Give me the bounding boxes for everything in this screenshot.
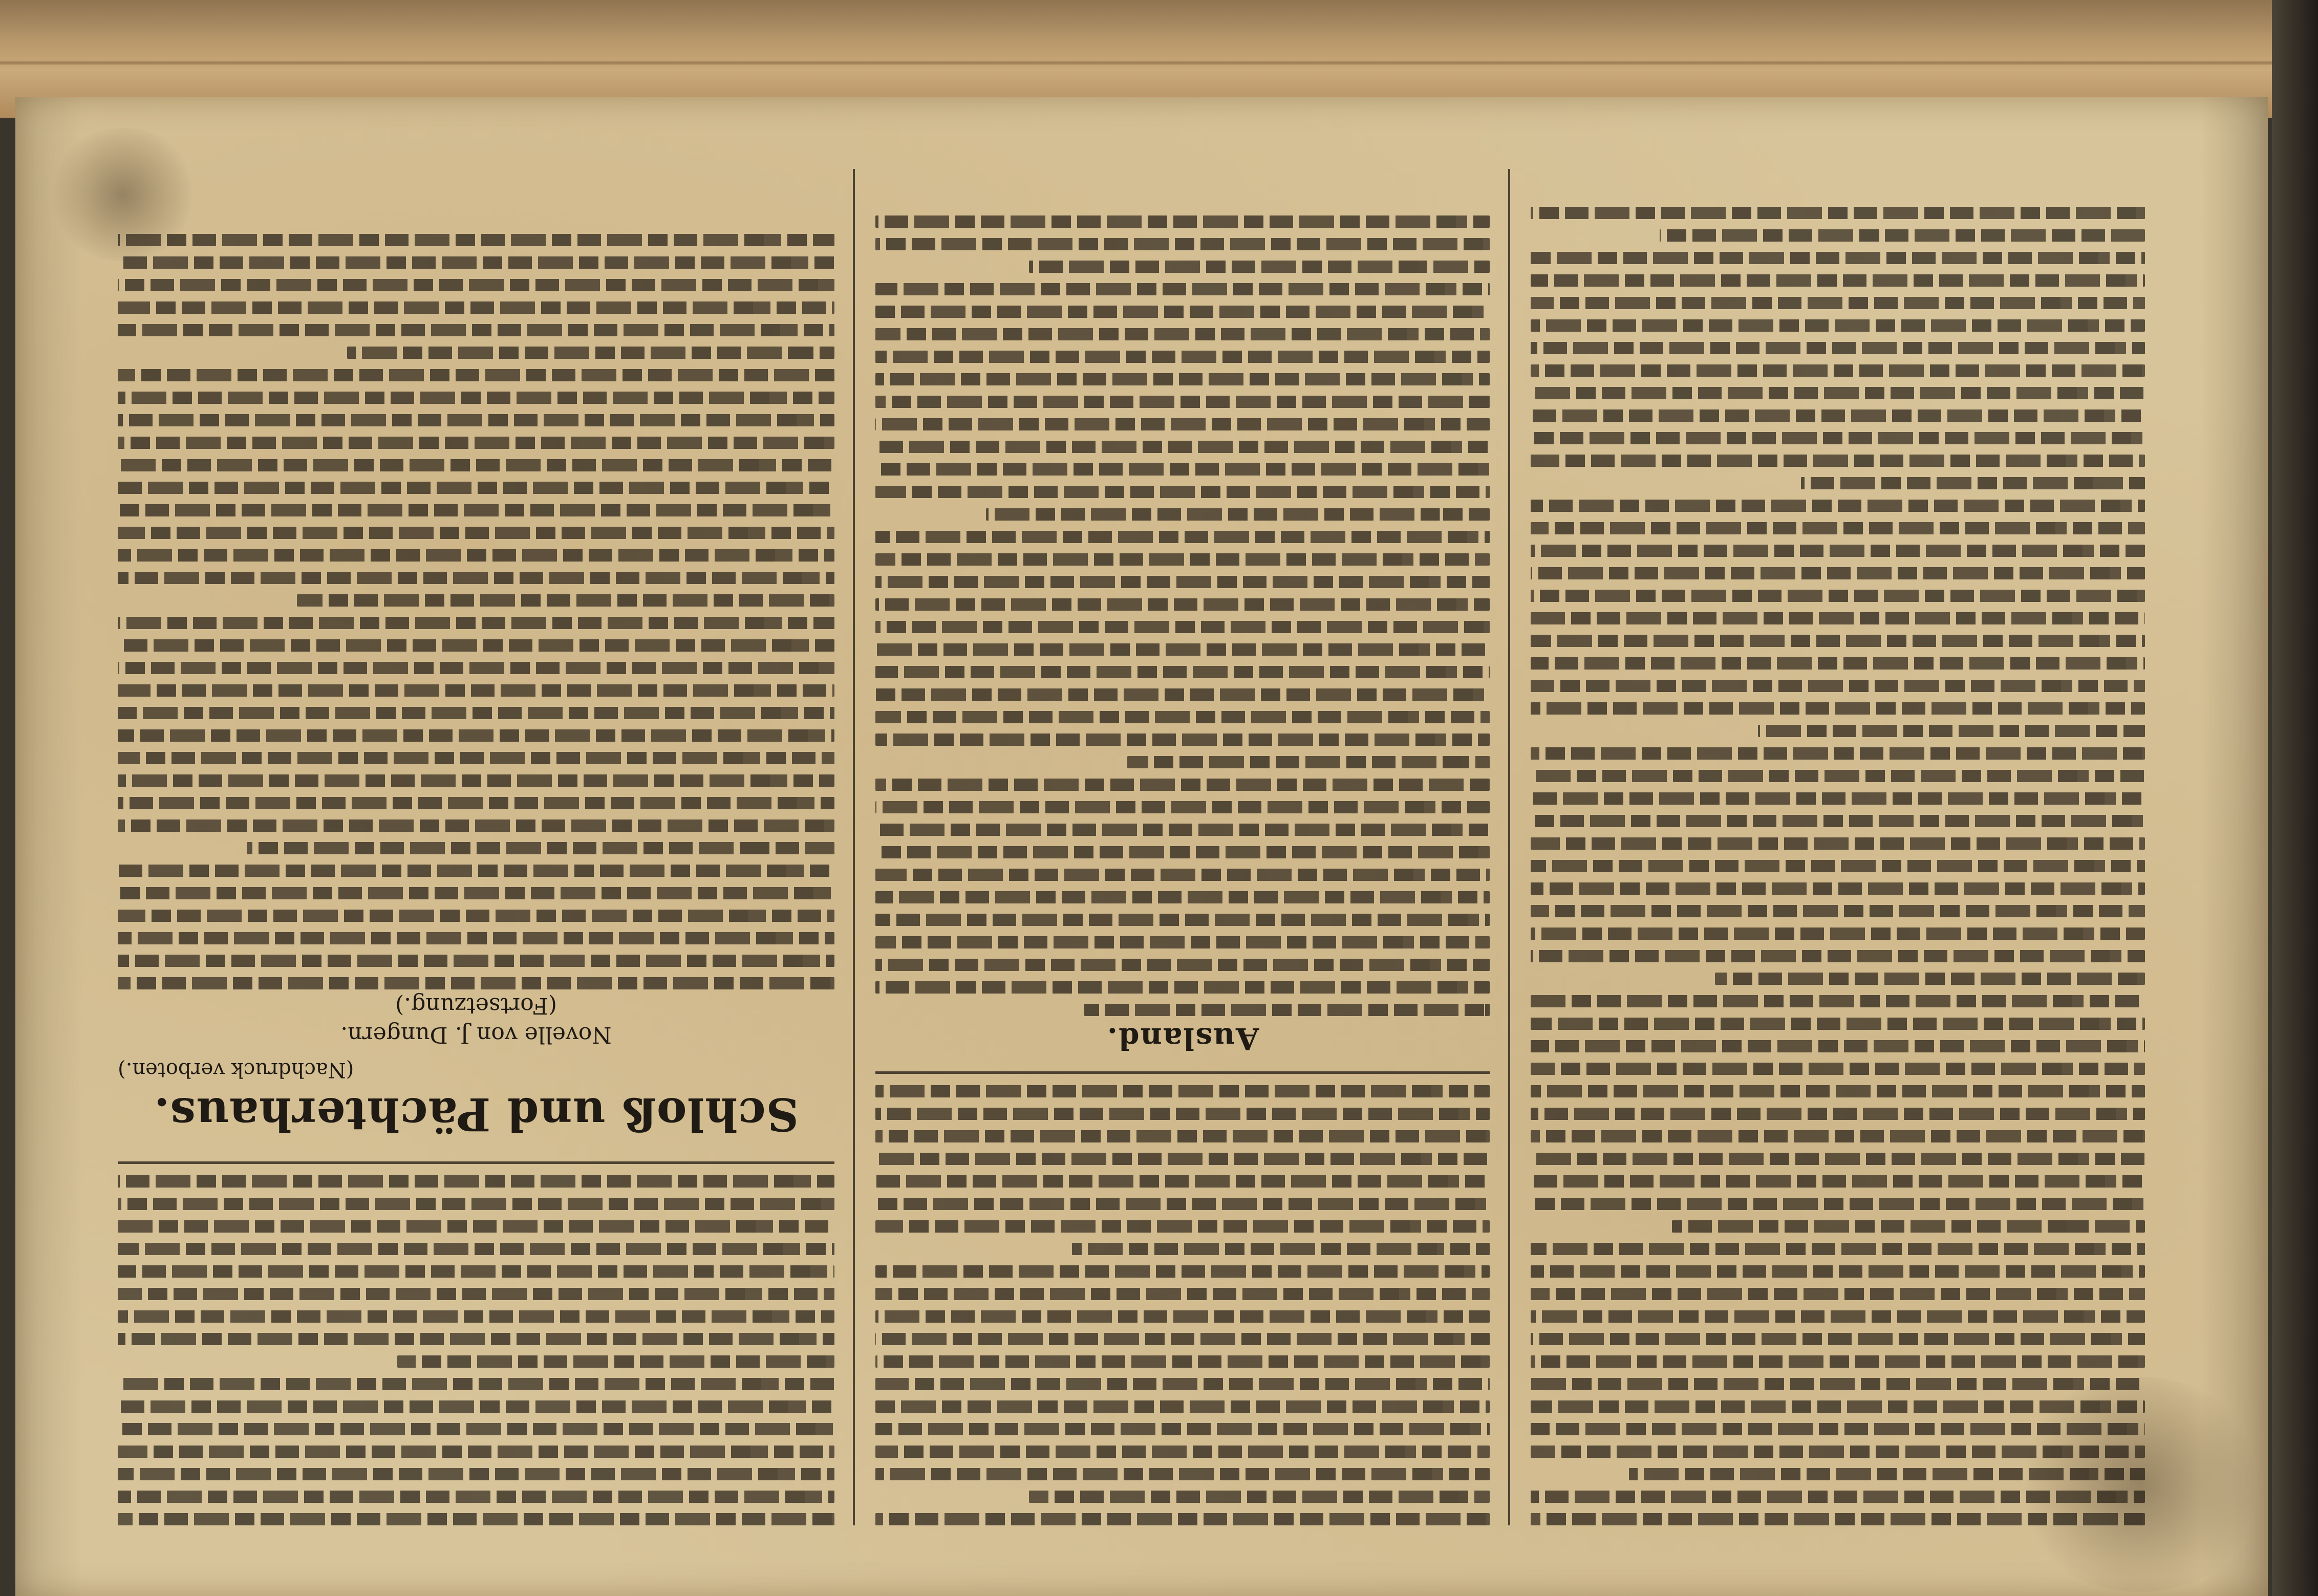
illegible-text-line: [118, 887, 834, 899]
section-heading-ausland: Ausland.: [1106, 1021, 1259, 1056]
illegible-text-line: [118, 1265, 834, 1278]
illegible-text-line: [1531, 815, 2145, 827]
illegible-text-line: [875, 914, 1490, 926]
illegible-text-line: [118, 1423, 834, 1435]
illegible-text-line: [118, 279, 834, 291]
illegible-text-line: [118, 955, 834, 967]
section-rule: [118, 1161, 834, 1164]
illegible-text-line: [1531, 1243, 2145, 1255]
illegible-text-line: [1531, 1400, 2145, 1413]
illegible-text-line: [1029, 261, 1490, 273]
illegible-text-line: [118, 707, 834, 719]
illegible-text-line: [1531, 1018, 2145, 1030]
illegible-text-line: [118, 729, 834, 742]
illegible-text-line: [1801, 477, 2145, 489]
illegible-text-line: [875, 1108, 1490, 1120]
illegible-text-line: [1531, 252, 2145, 264]
illegible-text-line: [1531, 928, 2145, 940]
illegible-text-line: [875, 621, 1490, 633]
illegible-text-line: [875, 1175, 1490, 1188]
illegible-text-line: [875, 824, 1490, 836]
illegible-text-line: [1531, 1085, 2145, 1097]
illegible-text-line: [1531, 432, 2145, 444]
illegible-text-line: [875, 1085, 1490, 1097]
illegible-text-line: [118, 797, 834, 809]
illegible-text-line: [875, 1265, 1490, 1278]
illegible-text-line: [118, 1446, 834, 1458]
illegible-text-line: [1072, 1243, 1490, 1255]
illegible-text-line: [1660, 229, 2145, 242]
illegible-text-line: [1531, 455, 2145, 467]
illegible-text-line: [875, 643, 1490, 656]
illegible-text-line: [1531, 545, 2145, 557]
illegible-text-line: [1629, 1468, 2145, 1480]
illegible-text-line: [118, 482, 834, 494]
printed-content-upside-down: [118, 169, 2145, 1525]
illegible-text-line: [875, 801, 1490, 813]
section-rule: [875, 1071, 1490, 1074]
illegible-text-line: [1531, 995, 2145, 1007]
illegible-text-line: [1531, 657, 2145, 670]
illegible-text-line: [875, 1423, 1490, 1435]
illegible-text-line: [875, 1468, 1490, 1480]
book-spine: [2272, 0, 2318, 1596]
illegible-text-line: [875, 1153, 1490, 1165]
illegible-text-line: [1531, 500, 2145, 512]
illegible-text-line: [118, 1468, 834, 1480]
illegible-text-line: [1531, 274, 2145, 287]
illegible-text-line: [875, 1355, 1490, 1368]
illegible-text-line: [875, 553, 1490, 566]
illegible-text-line: [875, 1288, 1490, 1300]
illegible-text-line: [118, 369, 834, 381]
illegible-text-line: [1531, 1333, 2145, 1345]
illegible-text-line: [1084, 1004, 1490, 1016]
illegible-text-line: [118, 774, 834, 787]
illegible-text-line: [875, 1446, 1490, 1458]
illegible-text-line: [875, 1513, 1490, 1525]
illegible-text-line: [1531, 747, 2145, 760]
illegible-text-line: [118, 1378, 834, 1390]
illegible-text-line: [118, 910, 834, 922]
illegible-text-line: [875, 846, 1490, 858]
illegible-text-line: [875, 486, 1490, 498]
illegible-text-line: [1531, 522, 2145, 534]
illegible-text-line: [1531, 319, 2145, 332]
illegible-text-line: [875, 936, 1490, 948]
illegible-text-line: [118, 437, 834, 449]
illegible-text-line: [875, 959, 1490, 971]
illegible-text-line: [875, 418, 1490, 430]
illegible-text-line: [875, 1130, 1490, 1142]
text-column-1: [1531, 169, 2145, 1525]
illegible-text-line: [1715, 973, 2145, 985]
text-column-2: [875, 169, 1490, 1525]
illegible-text-line: [118, 572, 834, 584]
illegible-text-line: [875, 328, 1490, 340]
illegible-text-line: [875, 373, 1490, 385]
illegible-text-line: [1531, 770, 2145, 782]
illegible-text-line: [118, 234, 834, 246]
illegible-text-line: [1531, 1446, 2145, 1458]
illegible-text-line: [347, 347, 834, 359]
illegible-text-line: [118, 1288, 834, 1300]
illegible-text-line: [1531, 635, 2145, 647]
illegible-text-line: [118, 504, 834, 516]
illegible-text-line: [875, 666, 1490, 678]
illegible-text-line: [1758, 725, 2145, 737]
illegible-text-line: [875, 463, 1490, 476]
illegible-text-line: [875, 576, 1490, 588]
illegible-text-line: [1531, 882, 2145, 895]
illegible-text-line: [875, 215, 1490, 228]
illegible-text-line: [1672, 1220, 2145, 1233]
illegible-text-line: [118, 819, 834, 832]
illegible-text-line: [875, 351, 1490, 363]
illegible-text-line: [875, 1400, 1490, 1413]
illegible-text-line: [118, 662, 834, 674]
novelle-continued-label: (Fortsetzung.): [395, 993, 557, 1019]
illegible-text-line: [1531, 1288, 2145, 1300]
illegible-text-line: [1531, 837, 2145, 850]
illegible-text-line: [118, 527, 834, 539]
illegible-text-line: [118, 256, 834, 269]
illegible-text-line: [1531, 702, 2145, 715]
illegible-text-line: [1531, 1108, 2145, 1120]
illegible-text-line: [1531, 1513, 2145, 1525]
novelle-author: Novelle von J. Dungern.: [340, 1022, 612, 1048]
illegible-text-line: [118, 977, 834, 989]
illegible-text-line: [118, 1400, 834, 1413]
illegible-text-line: [1531, 1153, 2145, 1165]
illegible-text-line: [118, 1310, 834, 1323]
illegible-text-line: [875, 441, 1490, 453]
illegible-text-line: [118, 414, 834, 426]
illegible-text-line: [875, 869, 1490, 881]
illegible-text-line: [875, 1378, 1490, 1390]
illegible-text-line: [1531, 1265, 2145, 1278]
novelle-title: Schloß und Pächterhaus.: [153, 1088, 799, 1141]
illegible-text-line: [875, 283, 1490, 295]
illegible-text-line: [1531, 1063, 2145, 1075]
illegible-text-line: [875, 891, 1490, 903]
illegible-text-line: [118, 639, 834, 652]
illegible-text-line: [1531, 680, 2145, 692]
illegible-text-line: [118, 1220, 834, 1233]
illegible-text-line: [1531, 905, 2145, 917]
illegible-text-line: [118, 1333, 834, 1345]
illegible-text-line: [1531, 1423, 2145, 1435]
illegible-text-line: [118, 324, 834, 336]
illegible-text-line: [1029, 1491, 1490, 1503]
reprint-note: (Nachdruck verboten.): [118, 1058, 354, 1082]
illegible-text-line: [118, 1198, 834, 1210]
illegible-text-line: [1531, 342, 2145, 354]
column-rule: [853, 169, 855, 1525]
illegible-text-line: [986, 508, 1490, 521]
illegible-text-line: [118, 617, 834, 629]
illegible-text-line: [1531, 297, 2145, 309]
illegible-text-line: [875, 598, 1490, 611]
column-rule: [1508, 169, 1510, 1525]
illegible-text-line: [1531, 950, 2145, 962]
illegible-text-line: [118, 459, 834, 471]
illegible-text-line: [875, 238, 1490, 250]
text-column-3: [118, 169, 834, 1525]
illegible-text-line: [875, 779, 1490, 791]
illegible-text-line: [118, 865, 834, 877]
illegible-text-line: [875, 531, 1490, 543]
illegible-text-line: [1531, 364, 2145, 377]
illegible-text-line: [1531, 1198, 2145, 1210]
illegible-text-line: [118, 684, 834, 697]
illegible-text-line: [1531, 860, 2145, 872]
illegible-text-line: [875, 688, 1490, 701]
illegible-text-line: [118, 1491, 834, 1503]
illegible-text-line: [875, 1310, 1490, 1323]
illegible-text-line: [118, 301, 834, 314]
illegible-text-line: [397, 1355, 834, 1368]
illegible-text-line: [875, 306, 1490, 318]
illegible-text-line: [118, 1513, 834, 1525]
illegible-text-line: [1531, 1355, 2145, 1368]
illegible-text-line: [1531, 1175, 2145, 1188]
illegible-text-line: [1531, 1040, 2145, 1052]
illegible-text-line: [1531, 387, 2145, 399]
illegible-text-line: [118, 1243, 834, 1255]
illegible-text-line: [1531, 1491, 2145, 1503]
illegible-text-line: [1531, 409, 2145, 422]
illegible-text-line: [875, 711, 1490, 723]
illegible-text-line: [1127, 756, 1490, 768]
illegible-text-line: [875, 981, 1490, 994]
illegible-text-line: [1531, 207, 2145, 219]
illegible-text-line: [1531, 1378, 2145, 1390]
illegible-text-line: [1531, 612, 2145, 624]
illegible-text-line: [1531, 1130, 2145, 1142]
illegible-text-line: [875, 1198, 1490, 1210]
illegible-text-line: [1531, 792, 2145, 805]
illegible-text-line: [247, 842, 834, 854]
illegible-text-line: [875, 734, 1490, 746]
illegible-text-line: [297, 594, 834, 607]
illegible-text-line: [118, 392, 834, 404]
illegible-text-line: [875, 1333, 1490, 1345]
illegible-text-line: [1531, 567, 2145, 579]
illegible-text-line: [875, 396, 1490, 408]
illegible-text-line: [118, 1175, 834, 1188]
illegible-text-line: [118, 549, 834, 562]
illegible-text-line: [1531, 1310, 2145, 1323]
illegible-text-line: [118, 752, 834, 764]
newspaper-page: [15, 97, 2268, 1596]
illegible-text-line: [875, 1220, 1490, 1233]
illegible-text-line: [1531, 590, 2145, 602]
illegible-text-line: [118, 932, 834, 944]
